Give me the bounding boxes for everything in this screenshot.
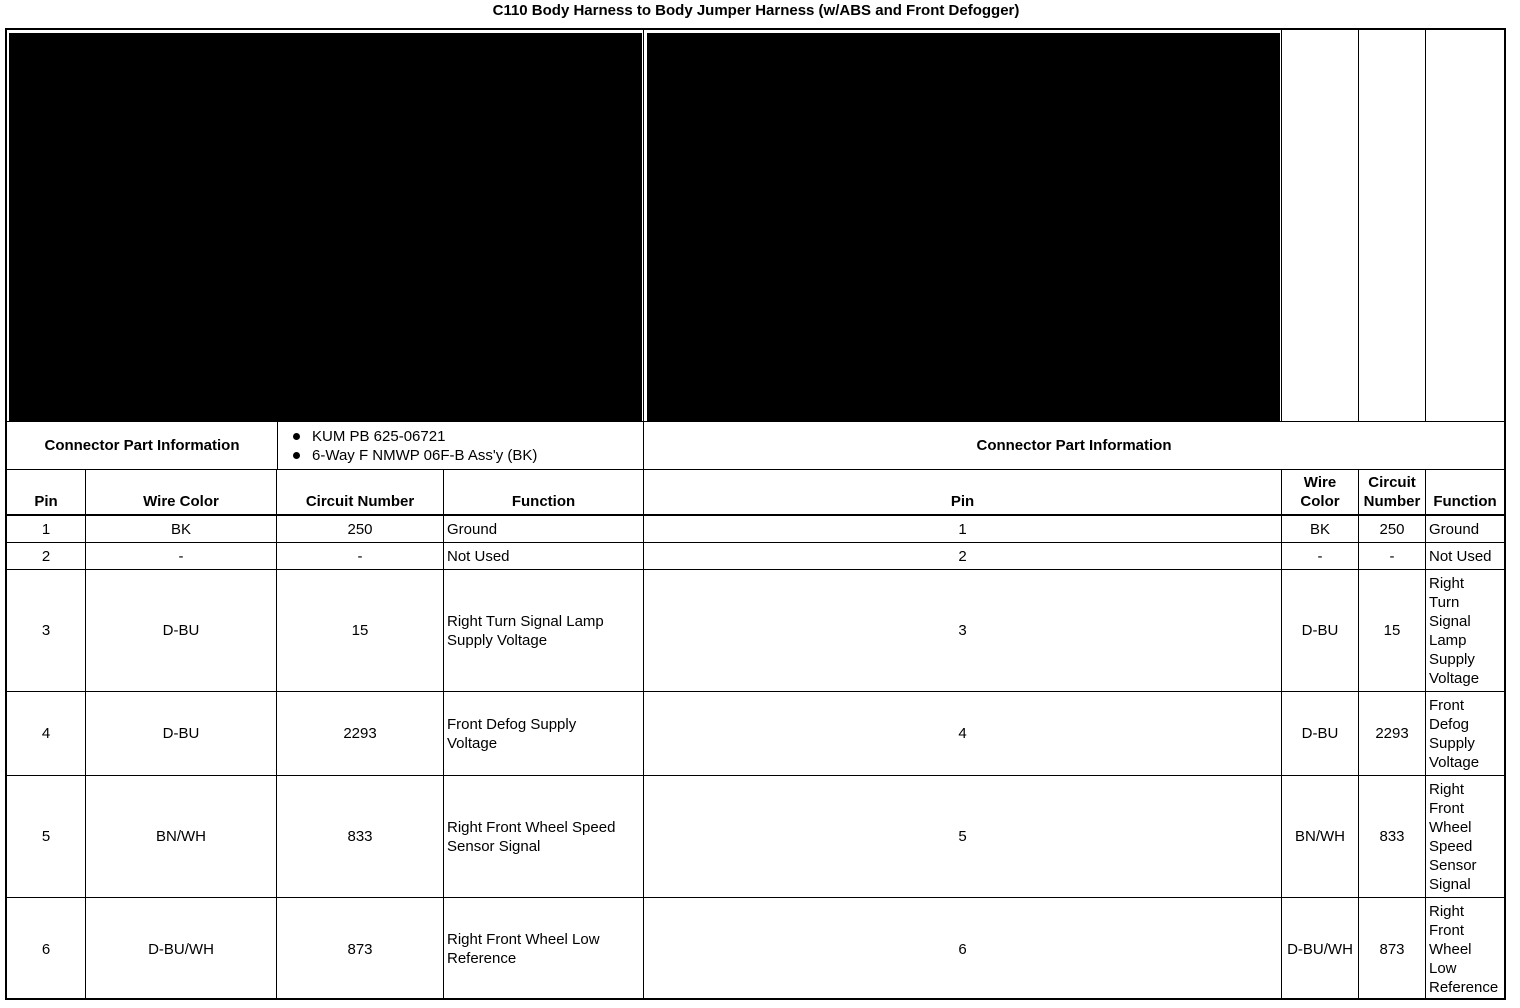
left-pin-cell: 1	[41, 520, 51, 538]
left-circuit-cell: 873	[347, 940, 373, 958]
bullet-icon	[293, 452, 300, 459]
right-pin-cell: 5	[958, 828, 967, 845]
left-circuit-cell: -	[357, 547, 363, 565]
left-function-cell: Right Turn Signal Lamp Supply Voltage	[447, 612, 604, 649]
left-pin-cell: 5	[41, 828, 51, 845]
grid-line	[1281, 30, 1282, 422]
right-wire-cell: BK	[1309, 520, 1330, 538]
right-circuit-cell: 15	[1383, 622, 1401, 639]
right-function-cell: Front Defog Supply Voltage	[1429, 696, 1480, 771]
right-function-cell: Right Front Wheel Low Reference	[1429, 902, 1499, 996]
right-function-cell: Right Turn Signal Lamp Supply Voltage	[1429, 574, 1480, 687]
part-info-item: KUM PB 625-06721	[278, 427, 643, 446]
left-function-cell: Not Used	[447, 547, 510, 565]
left-function-cell: Right Front Wheel Speed Sensor Signal	[447, 818, 616, 855]
header-function-right: Function	[1433, 493, 1497, 510]
left-pin-cell: 2	[41, 547, 51, 565]
right-pin-cell: 4	[958, 725, 967, 742]
right-pin-cell: 3	[958, 622, 967, 639]
left-function-cell: Ground	[447, 520, 498, 538]
header-circuit-left: Circuit Number	[305, 493, 415, 510]
right-wire-cell: D-BU/WH	[1287, 940, 1353, 958]
grid-line	[1425, 30, 1426, 422]
grid-line	[1358, 30, 1359, 422]
left-circuit-cell: 15	[351, 622, 369, 639]
right-circuit-cell: 873	[1379, 940, 1405, 958]
header-pin-left: Pin	[34, 493, 58, 510]
left-pin-cell: 3	[41, 622, 51, 639]
part-info-item: 6-Way F NMWP 06F-B Ass'y (BK)	[278, 446, 643, 465]
right-pin-cell: 2	[958, 547, 967, 565]
right-wire-cell: D-BU	[1301, 725, 1339, 742]
right-function-cell: Ground	[1429, 520, 1480, 538]
left-wire-cell: BN/WH	[156, 828, 206, 845]
left-function-cell: Front Defog Supply Voltage	[447, 715, 577, 752]
left-pin-cell: 4	[41, 725, 51, 742]
right-function-cell: Not Used	[1429, 547, 1492, 565]
header-pin-right: Pin	[950, 493, 975, 510]
header-function-left: Function	[511, 493, 576, 510]
header-circuit-right: Circuit Number	[1363, 474, 1421, 510]
right-pin-cell: 6	[958, 940, 967, 958]
right-wire-cell: D-BU	[1301, 622, 1339, 639]
right-function-cell: Right Front Wheel Speed Sensor Signal	[1429, 780, 1477, 893]
connector-image-right	[647, 33, 1280, 421]
left-circuit-cell: 833	[347, 828, 373, 845]
connector-part-info	[278, 424, 643, 468]
right-circuit-cell: 2293	[1375, 725, 1409, 742]
right-wire-cell: -	[1317, 547, 1323, 565]
header-wire-color-left: Wire Color	[143, 493, 219, 510]
left-wire-cell: D-BU	[162, 622, 200, 639]
left-circuit-cell: 2293	[343, 725, 377, 742]
connector-part-label-right: Connector Part Information	[976, 437, 1172, 454]
right-circuit-cell: 250	[1379, 520, 1405, 538]
left-pin-cell: 6	[41, 940, 51, 958]
left-wire-cell: BK	[170, 520, 191, 538]
page-title: C110 Body Harness to Body Jumper Harness (w/ABS and Front Defogger)	[492, 2, 1020, 19]
connector-part-label-left: Connector Part Information	[44, 437, 240, 454]
right-circuit-cell: 833	[1379, 828, 1405, 845]
left-wire-cell: -	[178, 547, 184, 565]
left-wire-cell: D-BU/WH	[148, 940, 214, 958]
left-circuit-cell: 250	[347, 520, 373, 538]
right-circuit-cell: -	[1389, 547, 1395, 565]
right-pin-cell: 1	[958, 520, 967, 538]
header-wire-color-right: Wire Color	[1300, 474, 1340, 510]
connector-image-left	[9, 33, 642, 421]
left-wire-cell: D-BU	[162, 725, 200, 742]
grid-line	[643, 30, 644, 470]
bullet-icon	[293, 433, 300, 440]
left-function-cell: Right Front Wheel Low Reference	[447, 931, 600, 967]
right-wire-cell: BN/WH	[1295, 828, 1345, 845]
